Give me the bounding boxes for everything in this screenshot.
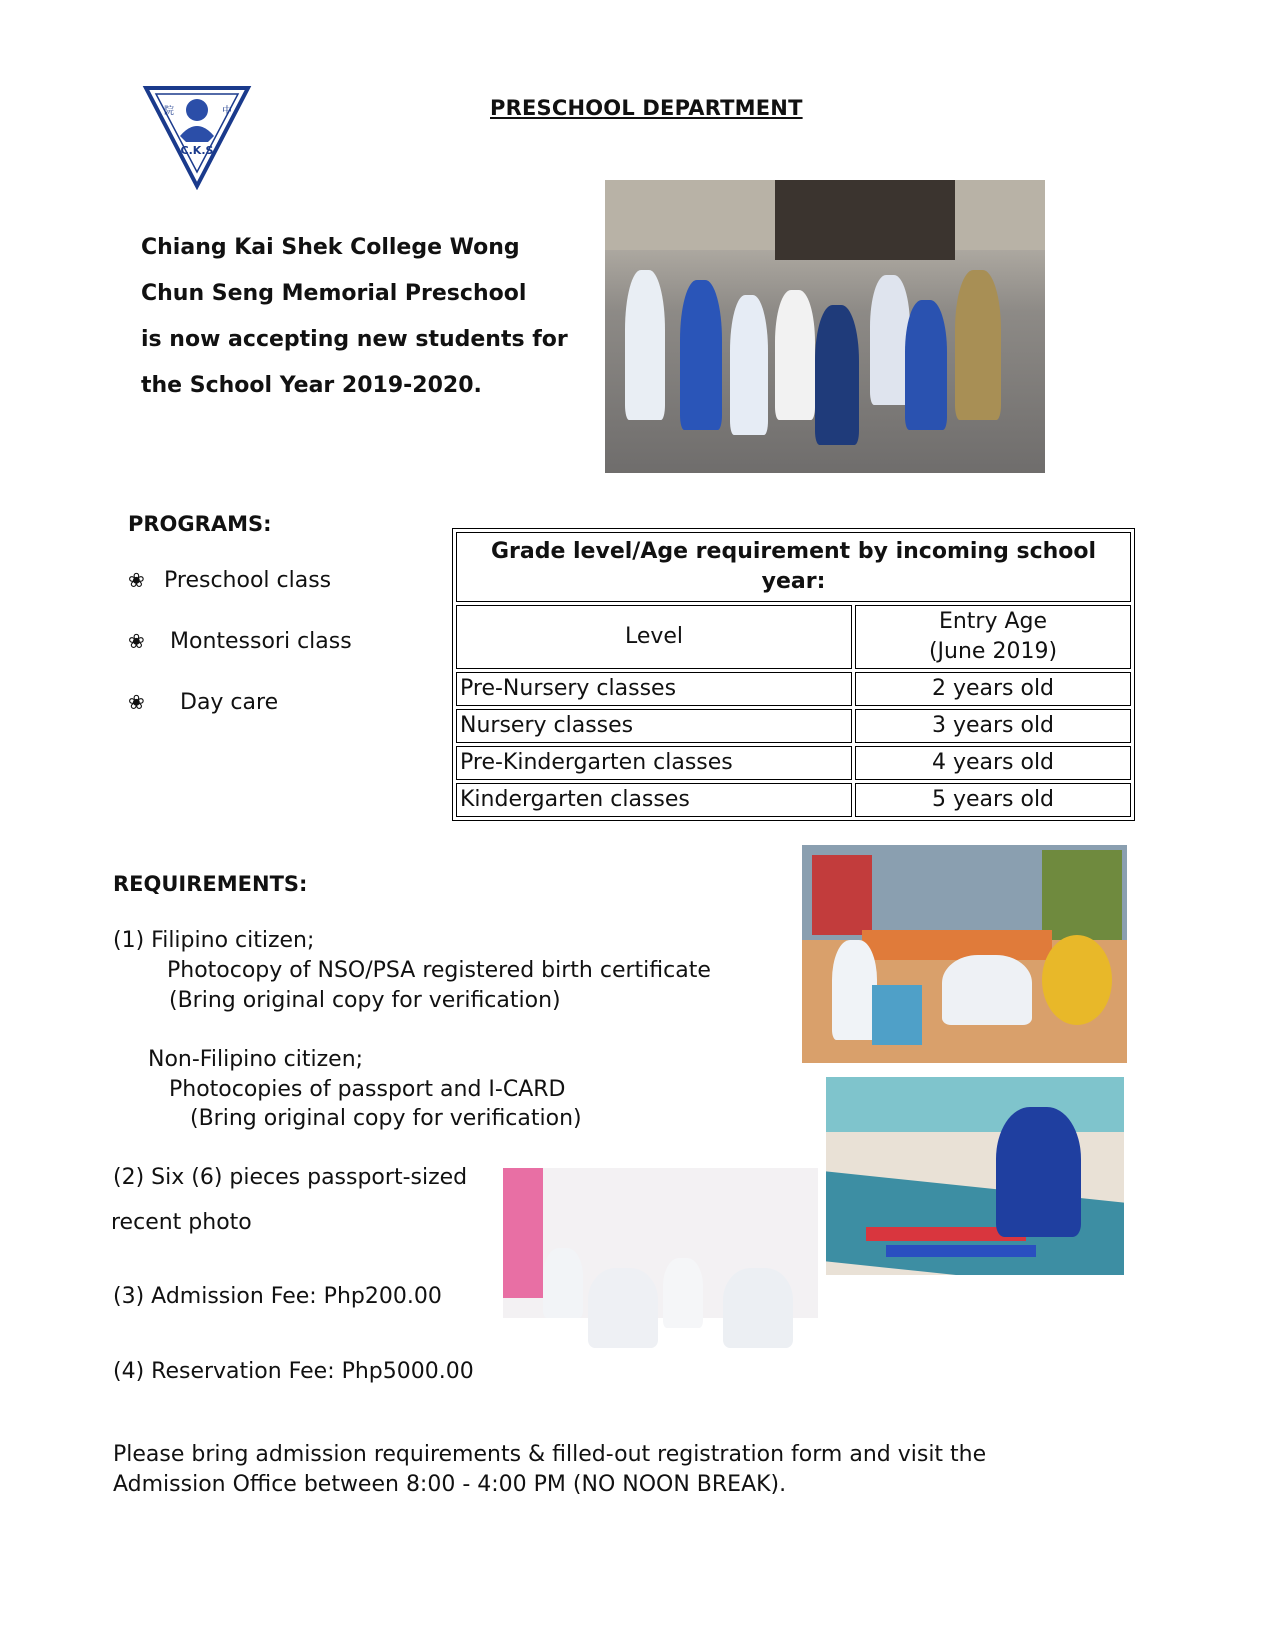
programs-heading: PROGRAMS: <box>128 512 272 536</box>
column-header-entry-age: Entry Age (June 2019) <box>855 605 1131 669</box>
footer-line: Please bring admission requirements & filled-out registration form and visit the <box>113 1442 987 1467</box>
requirement-text: (1) Filipino citizen; <box>113 928 315 953</box>
age-requirement-table <box>452 528 1135 821</box>
svg-text:中: 中 <box>222 106 232 117</box>
intro-line: Chun Seng Memorial Preschool <box>141 281 527 306</box>
flower-bullet-icon: ❀ <box>128 568 145 592</box>
level-cell: Nursery classes <box>456 709 852 743</box>
intro-line: Chiang Kai Shek College Wong <box>141 235 520 260</box>
table-row <box>456 746 1131 780</box>
requirement-text: Photocopies of passport and I-CARD <box>169 1077 566 1102</box>
page-title: PRESCHOOL DEPARTMENT <box>490 96 803 120</box>
table-row <box>456 709 1131 743</box>
table-row <box>456 672 1131 706</box>
footer-line: Admission Office between 8:00 - 4:00 PM (NO NOON BREAK). <box>113 1472 787 1497</box>
intro-line: is now accepting new students for <box>141 327 568 352</box>
photo-classroom-writing <box>503 1168 818 1378</box>
list-item: ❀ Preschool class <box>128 568 332 593</box>
age-cell: 2 years old <box>855 672 1131 706</box>
age-cell: 5 years old <box>855 783 1131 817</box>
intro-line: the School Year 2019-2020. <box>141 373 482 398</box>
requirement-text: (4) Reservation Fee: Php5000.00 <box>113 1359 474 1384</box>
requirement-text: (2) Six (6) pieces passport-sized <box>113 1165 468 1190</box>
requirement-text: Non-Filipino citizen; <box>148 1047 364 1072</box>
svg-text:院: 院 <box>164 106 174 117</box>
intro-text <box>141 225 581 409</box>
level-cell: Pre-Nursery classes <box>456 672 852 706</box>
flower-bullet-icon: ❀ <box>128 690 145 714</box>
svg-text:C.K.S: C.K.S <box>180 144 214 157</box>
level-cell: Kindergarten classes <box>456 783 852 817</box>
school-logo <box>142 80 252 190</box>
table-title: Grade level/Age requirement by incoming school year: <box>456 532 1131 602</box>
flower-bullet-icon: ❀ <box>128 629 145 653</box>
age-cell: 3 years old <box>855 709 1131 743</box>
level-cell: Pre-Kindergarten classes <box>456 746 852 780</box>
requirement-text: (Bring original copy for verification) <box>169 988 561 1013</box>
photo-library-reading <box>802 845 1127 1063</box>
column-header-level: Level <box>456 605 852 669</box>
requirement-text: Photocopy of NSO/PSA registered birth certificate <box>167 958 711 983</box>
table-row <box>456 783 1131 817</box>
age-cell: 4 years old <box>855 746 1131 780</box>
photo-children-cheering <box>605 180 1045 473</box>
requirements-heading: REQUIREMENTS: <box>113 872 308 896</box>
footer-note <box>113 1440 986 1500</box>
requirement-text: recent photo <box>111 1210 252 1235</box>
list-item: ❀ Montessori class <box>128 629 352 654</box>
requirement-text: (Bring original copy for verification) <box>190 1106 582 1131</box>
photo-montessori <box>826 1077 1124 1275</box>
list-item: ❀ Day care <box>128 690 279 715</box>
requirement-text: (3) Admission Fee: Php200.00 <box>113 1284 442 1309</box>
